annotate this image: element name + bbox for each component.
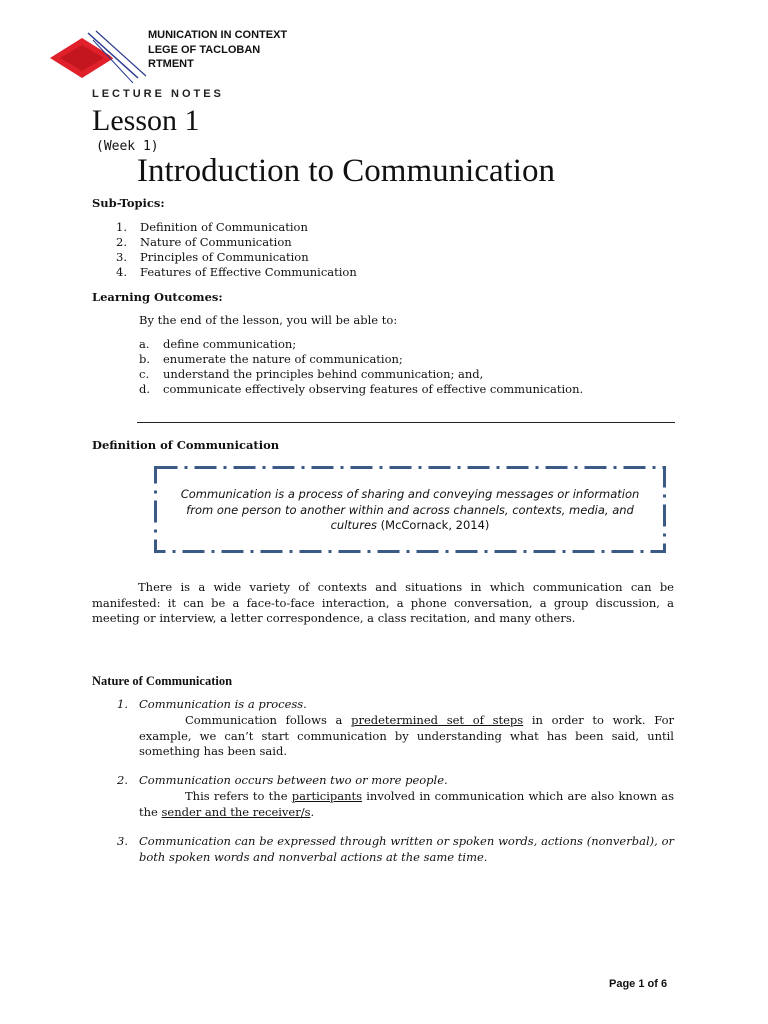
main-title: Introduction to Communication xyxy=(137,153,555,189)
quote-citation: (McCornack, 2014) xyxy=(380,518,490,532)
list-num: c. xyxy=(139,367,150,381)
definition-heading: Definition of Communication xyxy=(92,438,280,452)
list-text: enumerate the nature of communication; xyxy=(163,352,403,366)
list-text: understand the principles behind communication; and, xyxy=(163,367,484,381)
list-item xyxy=(116,220,357,235)
text-run: in order to work. For example, we can’t start communication by understanding what has been said, until something has been said. xyxy=(139,713,675,758)
list-text: Features of Effective Communication xyxy=(140,265,357,279)
list-text: Definition of Communication xyxy=(140,220,308,234)
list-item xyxy=(139,382,583,397)
list-num: 4. xyxy=(116,265,127,279)
nature-item-2-body xyxy=(139,789,674,820)
nature-item-1-body xyxy=(139,713,674,760)
nature-item-1-title: Communication is a process. xyxy=(139,697,307,711)
college-logo xyxy=(48,28,148,86)
list-num: 3. xyxy=(116,250,127,264)
definition-paragraph: There is a wide variety of contexts and situations in which communication can be manifested: it can be a face-to-face interaction, a phone conversation, a group discussion, a meeting or interview, a letter correspondence, a class recitation, and many others. xyxy=(92,580,674,625)
header-line-1: MUNICATION IN CONTEXT xyxy=(148,29,288,41)
list-item xyxy=(116,250,357,265)
list-item xyxy=(116,265,357,280)
nature-item-2-num: 2. xyxy=(117,773,128,787)
week-label: (Week 1) xyxy=(96,139,159,154)
quote-body: Communication is a process of sharing and conveying messages or information from one person to another within and across channels, contexts, media, and cultures xyxy=(180,487,640,532)
underlined-term: sender and the receiver/s xyxy=(161,804,311,819)
nature-heading: Nature of Communication xyxy=(92,674,233,688)
list-item xyxy=(139,337,583,352)
list-text: Nature of Communication xyxy=(140,235,292,249)
nature-item-2-title: Communication occurs between two or more people. xyxy=(139,773,448,787)
list-num: a. xyxy=(139,337,150,351)
subtopics-list xyxy=(116,220,357,280)
text-run: Communication follows a xyxy=(185,713,352,727)
section-divider xyxy=(137,422,675,423)
text-run: This refers to the xyxy=(185,789,292,803)
list-num: 2. xyxy=(116,235,127,249)
definition-quote xyxy=(172,487,648,534)
list-text: communicate effectively observing features of effective communication. xyxy=(163,382,584,396)
list-text: Principles of Communication xyxy=(140,250,309,264)
list-item xyxy=(139,352,583,367)
list-num: d. xyxy=(139,382,151,396)
underlined-term: participants xyxy=(291,789,363,803)
nature-item-3-title: Communication can be expressed through written or spoken words, actions (nonverbal), or both spoken words and nonverbal actions at the same time. xyxy=(139,834,674,864)
header-line-2: LEGE OF TACLOBAN xyxy=(148,43,261,56)
outcomes-list xyxy=(139,337,583,397)
subtopics-heading: Sub-Topics: xyxy=(92,196,165,210)
lesson-title: Lesson 1 xyxy=(92,104,200,137)
header-text xyxy=(148,28,287,72)
header-line-3: RTMENT xyxy=(148,58,194,70)
underlined-term: predetermined set of steps xyxy=(351,713,524,727)
nature-item-1-num: 1. xyxy=(117,697,128,711)
lecture-notes-label: LECTURE NOTES xyxy=(92,88,224,100)
outcomes-heading: Learning Outcomes: xyxy=(92,290,223,304)
text-run: involved in communication which are also known as the xyxy=(139,789,674,819)
outcomes-intro: By the end of the lesson, you will be able to: xyxy=(139,313,398,327)
list-num: 1. xyxy=(116,220,127,234)
nature-item-3-num: 3. xyxy=(117,834,128,848)
page-number: Page 1 of 6 xyxy=(609,978,668,990)
list-num: b. xyxy=(139,352,151,366)
list-item xyxy=(139,367,583,382)
list-item xyxy=(116,235,357,250)
list-text: define communication; xyxy=(163,337,297,351)
text-run: . xyxy=(310,804,315,819)
